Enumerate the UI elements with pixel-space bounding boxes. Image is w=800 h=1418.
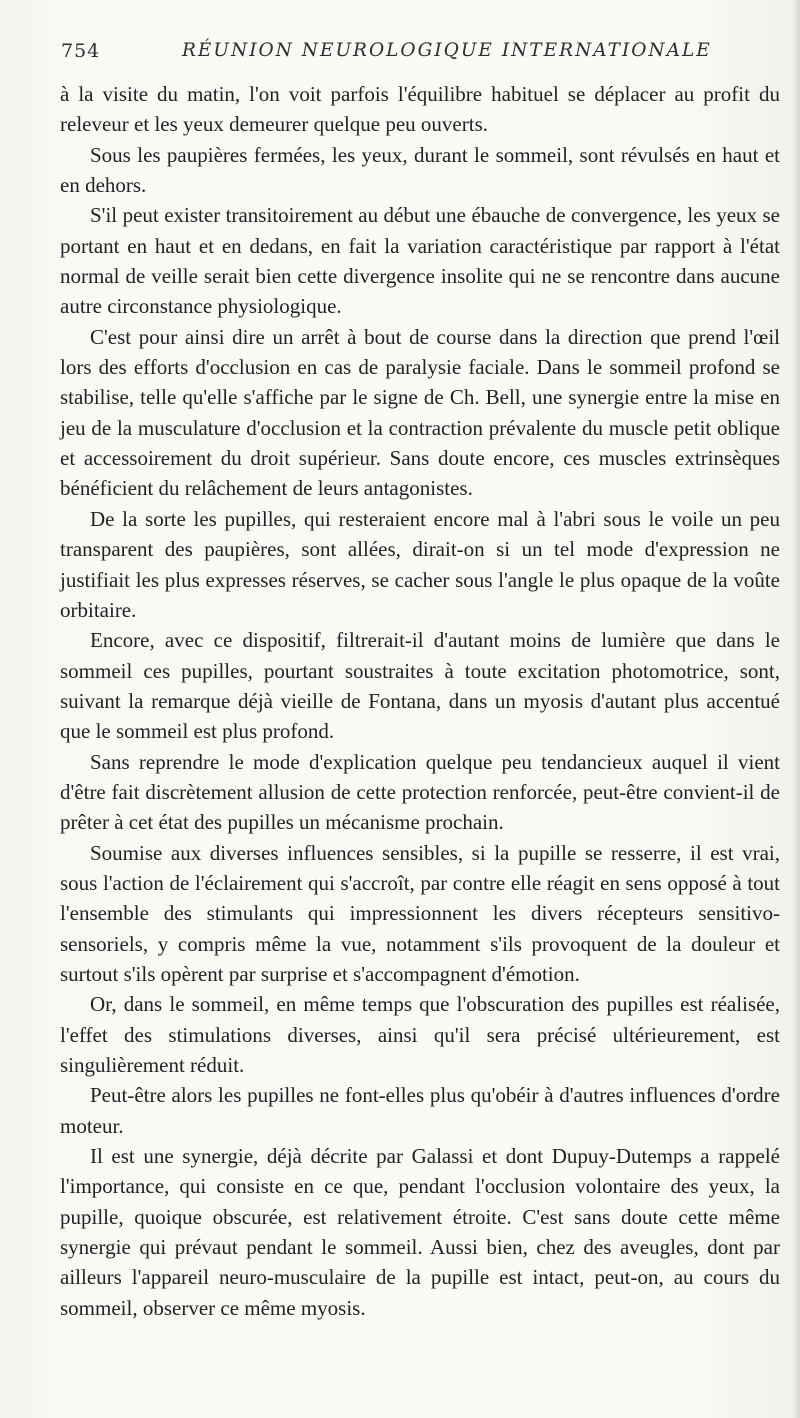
page-number: 754 <box>61 40 101 62</box>
paragraph: Il est une synergie, déjà décrite par Galassi et dont Dupuy-Dutemps a rappelé l'importance, qui consiste en ce que, pendant l'occlusion volontaire des yeux, la pupille, quoique obscurée, est relativement étroite. C'est sans doute cette même synergie qui prévaut pendant le sommeil. Aussi bien, chez des aveugles, dont par ailleurs l'appareil neuro-musculaire de la pupille est intact, peut-on, au cours du sommeil, observer ce même myosis. <box>60 1144 780 1320</box>
paragraph: C'est pour ainsi dire un arrêt à bout de course dans la direction que prend l'œil lors des efforts d'occlusion en cas de paralysie faciale. Dans le sommeil profond se stabilise, telle qu'elle s'affiche par le signe de Ch. Bell, une synergie entre la mise en jeu de la musculature d'occlusion et la contraction prévalente du muscle petit oblique et accessoirement du droit supérieur. Sans doute encore, ces muscles extrinsèques bénéficient du relâchement de leurs antagonistes. <box>60 324 780 501</box>
paragraph: Sous les paupières fermées, les yeux, durant le sommeil, sont révulsés en haut et en dehors. <box>60 142 780 198</box>
body-text <box>60 79 780 1323</box>
paragraph: Peut-être alors les pupilles ne font-elles plus qu'obéir à d'autres influences d'ordre moteur. <box>60 1083 780 1138</box>
paragraph: De la sorte les pupilles, qui resteraient encore mal à l'abri sous le voile un peu transparent des paupières, sont allées, dirait-on si un tel mode d'expression ne justifiait les plus expresses réserves, se cacher sous l'angle le plus opaque de la voûte orbitaire. <box>60 506 780 622</box>
running-title: RÉUNION NEUROLOGIQUE INTERNATIONALE <box>182 40 712 61</box>
paragraph: Or, dans le sommeil, en même temps que l'obscuration des pupilles est réalisée, l'effet des stimulations diverses, ainsi qu'il sera précisé ultérieurement, est singulièrement réduit. <box>60 992 780 1077</box>
paragraph: Sans reprendre le mode d'explication quelque peu tendancieux auquel il vient d'être fait discrètement allusion de cette protection renforcée, peut-être convient-il de prêter à cet état des pupilles un mécanisme prochain. <box>60 749 780 835</box>
paragraph: Encore, avec ce dispositif, filtrerait-il d'autant moins de lumière que dans le sommeil ces pupilles, pourtant soustraites à toute excitation photomotrice, sont, suivant la remarque déjà vieille de Fontana, dans un myosis d'autant plus accentué que le sommeil est plus profond. <box>60 628 780 744</box>
page-header <box>61 40 781 70</box>
paragraph: Soumise aux diverses influences sensibles, si la pupille se resserre, il est vrai, sous l'action de l'éclairement qui s'accroît, par contre elle réagit en sens opposé à tout l'ensemble des stimulants qui impressionnent les divers récepteurs sensitivo-sensoriels, y compris même la vue, notamment s'ils provoquent de la douleur et surtout s'ils opèrent par surprise et s'accompagnent d'émotion. <box>60 840 780 986</box>
paragraph: S'il peut exister transitoirement au début une ébauche de convergence, les yeux se portant en haut et en dedans, en fait la variation caractéristique par rapport à l'état normal de veille serait bien cette divergence insolite qui ne se rencontre dans aucune autre circonstance physiologique. <box>60 203 780 319</box>
paragraph: à la visite du matin, l'on voit parfois l'équilibre habituel se déplacer au profit du releveur et les yeux demeurer quelque peu ouverts. <box>60 82 780 137</box>
page-edge-shadow <box>792 0 800 1418</box>
